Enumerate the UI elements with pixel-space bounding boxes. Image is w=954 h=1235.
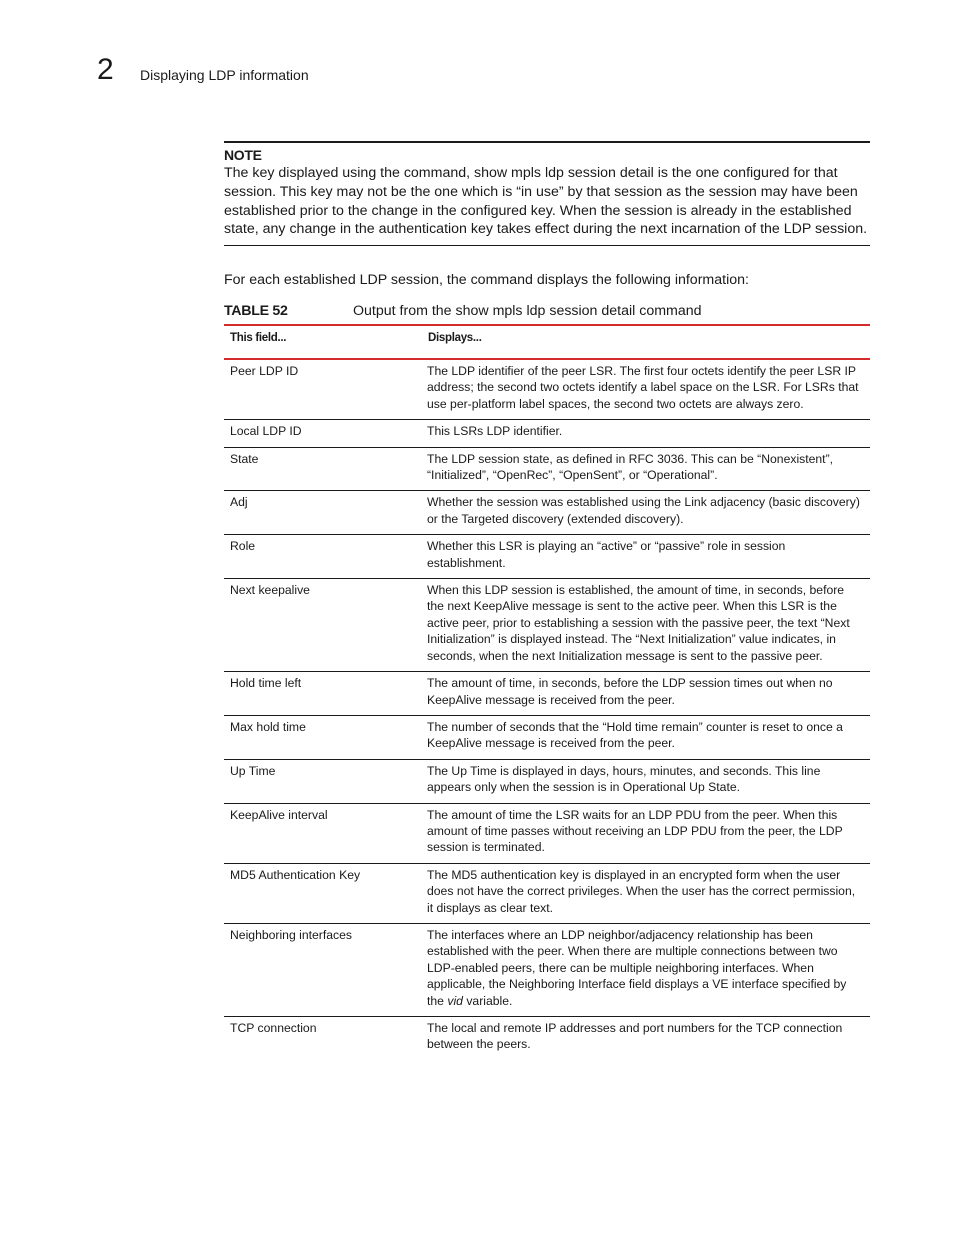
chapter-number: 2 [97, 53, 114, 86]
field-name: MD5 Authentication Key [224, 863, 422, 923]
description-text: This LSRs LDP identifier. [427, 424, 563, 439]
field-name: Up Time [224, 759, 422, 803]
table-row [224, 923, 870, 1016]
description-text: Whether this LSR is playing an “active” or “passive” role in session establishment. [427, 539, 786, 570]
chapter-title: Displaying LDP information [140, 67, 309, 83]
table-caption-text: Output from the show mpls ldp session detail command [353, 303, 702, 319]
note-label: NOTE [224, 147, 262, 163]
field-description [422, 491, 870, 535]
field-name: Hold time left [224, 672, 422, 716]
field-description [422, 359, 870, 420]
field-name: Next keepalive [224, 579, 422, 672]
table-row [224, 579, 870, 672]
description-variable: vid [447, 993, 463, 1008]
table-row [224, 803, 870, 863]
field-description [422, 759, 870, 803]
field-name: KeepAlive interval [224, 803, 422, 863]
table-row [224, 447, 870, 491]
description-tail: variable. [462, 993, 513, 1008]
table-row [224, 420, 870, 447]
description-text: The interfaces where an LDP neighbor/adjacency relationship has been established with the peer. When there are multiple connections between two LDP-enabled peers, there can be multiple neighboring interfaces. When applicable, the Neighboring Interface field displays a VE interface specified by the [427, 927, 847, 1008]
description-text: The LDP session state, as defined in RFC 3036. This can be “Nonexistent”, “Initialized”, “OpenRec”, “OpenSent”, or “Operational”. [427, 451, 834, 483]
table-row [224, 491, 870, 535]
field-name: TCP connection [230, 1021, 317, 1035]
fields-table [224, 324, 870, 1060]
field-name: Peer LDP ID [224, 359, 422, 420]
description-text: The MD5 authentication key is displayed in an encrypted form when the user does not have the correct privileges. When the user has the correct permission, it displays as clear text. [427, 867, 856, 915]
field-description [422, 1017, 870, 1060]
field-description [422, 923, 870, 1016]
description-text: When this LDP session is established, the amount of time, in seconds, before the next KeepAlive message is sent to the active peer. When this LSR is the active peer, prior to establishing a session with the passive peer, the text “Next Initialization” is displayed instead. The “Next Initialization” value indicates, in seconds, when the next Initialization message is sent to the passive peer. [427, 583, 850, 663]
note-box [224, 141, 870, 246]
table-row [224, 359, 870, 420]
description-text: Whether the session was established using the Link adjacency (basic discovery) or the Targeted discovery (extended discovery). [427, 495, 860, 526]
table-row [224, 863, 870, 923]
field-description [422, 803, 870, 863]
description-text: The number of seconds that the “Hold time remain” counter is reset to once a KeepAlive message is received from the peer. [427, 719, 843, 751]
field-name: Max hold time [224, 715, 422, 759]
intro-paragraph: For each established LDP session, the command displays the following information: [224, 272, 749, 288]
field-name: Neighboring interfaces [224, 923, 422, 1016]
description-text: The local and remote IP addresses and port numbers for the TCP connection between the peers. [427, 1021, 843, 1052]
field-description [422, 447, 870, 491]
field-description [422, 535, 870, 579]
field-name: Local LDP ID [224, 420, 422, 447]
field-description [422, 715, 870, 759]
table-row [224, 672, 870, 716]
field-description [422, 420, 870, 447]
table-row [224, 715, 870, 759]
header-displays: Displays... [428, 332, 482, 344]
field-name: Role [224, 535, 422, 579]
field-description [422, 863, 870, 923]
field-description [422, 579, 870, 672]
table-row [224, 535, 870, 579]
description-text: The Up Time is displayed in days, hours, minutes, and seconds. This line appears only when the session is in Operational Up State. [427, 763, 821, 795]
table-label: TABLE 52 [224, 303, 288, 319]
field-name: State [224, 447, 422, 491]
note-text: The key displayed using the command, show mpls ldp session detail is the one configured for that session. This key may not be the one which is “in use” by that session as the session may have been established prior to the change in the configured key. When the session is already in the established state, any change in the authentication key takes effect during the next incarnation of the LDP session. [224, 165, 868, 238]
description-text: The LDP identifier of the peer LSR. The first four octets identify the peer LSR IP address; the second two octets identify a label space on the LSR. For LSRs that use per-platform label spaces, the second two octets are always zero. [427, 364, 859, 411]
description-text: The amount of time the LSR waits for an LDP PDU from the peer. When this amount of time passes without receiving an LDP PDU from the peer, the LDP session is terminated. [427, 807, 843, 855]
description-text: The amount of time, in seconds, before the LDP session times out when no KeepAlive message is received from the peer. [427, 676, 833, 707]
table-row [224, 1017, 870, 1060]
field-name: Adj [224, 491, 422, 535]
table-row [224, 759, 870, 803]
header-field: This field... [230, 332, 287, 344]
table-header-row [224, 325, 870, 359]
field-description [422, 672, 870, 716]
